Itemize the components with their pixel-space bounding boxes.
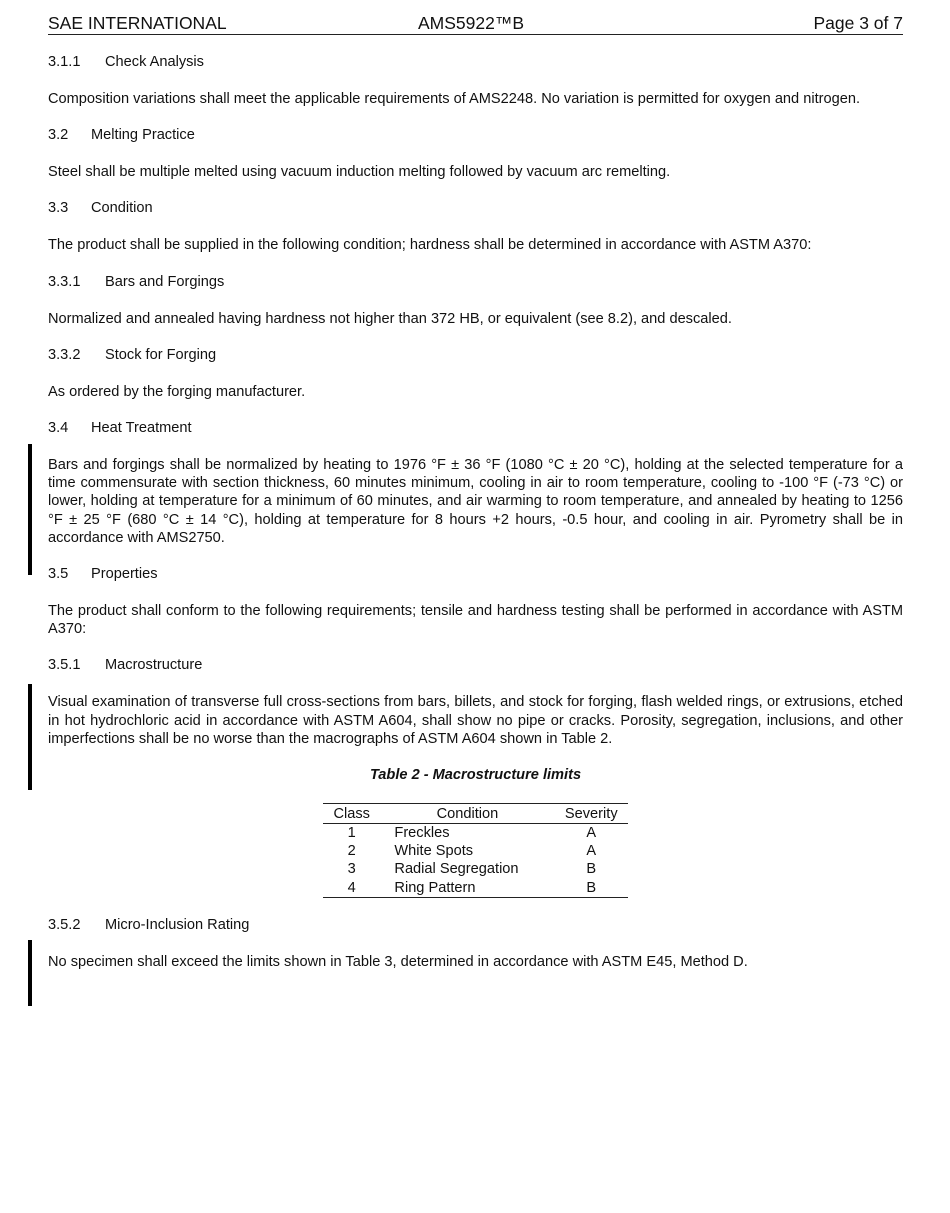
table-row [323,879,628,898]
cell-severity: A [586,843,597,860]
cell-class: 3 [347,861,356,878]
section-heading [48,346,903,365]
page-header [48,12,903,35]
cell-class: 4 [347,879,356,896]
section-heading [48,126,903,145]
section-number: 3.3 [48,200,69,217]
header-organization: SAE INTERNATIONAL [48,13,227,33]
section-number: 3.5.2 [48,916,81,933]
table-header-row [323,804,628,824]
cell-condition: Freckles [394,825,450,842]
cell-condition: Radial Segregation [394,861,519,878]
section-title: Melting Practice [91,127,195,144]
section-text: No specimen shall exceed the limits shown in Table 3, determined in accordance with ASTM E45, Method D. [48,953,748,970]
cell-severity: B [586,861,597,878]
macrostructure-table [323,803,628,898]
cell-severity: A [586,825,597,842]
table-row [323,824,628,843]
cell-severity: B [586,879,597,896]
header-page-number: Page 3 of 7 [813,13,903,33]
table-row [323,860,628,878]
section-text: Steel shall be multiple melted using vacuum induction melting followed by vacuum arc remelting. [48,164,671,181]
section-text: As ordered by the forging manufacturer. [48,383,306,400]
section-number: 3.1.1 [48,54,81,70]
section-text: Visual examination of transverse full cross-sections from bars, billets, and stock for forging, flash welded rings, or extrusions, etched in hot hydrochloric acid in accordance with ASTM A604, shall show no pipe or cracks. Porosity, segregation, inclusions, and other imperfections shall be no worse than the macrographs of ASTM A604 shown in Table 2. [48,694,903,747]
section-heading [48,565,903,584]
section-text: The product shall be supplied in the following condition; hardness shall be determined in accordance with ASTM A370: [48,237,812,254]
section-number: 3.3.2 [48,346,81,363]
cell-class: 1 [347,825,356,842]
section-heading [48,419,903,438]
section-text: Normalized and annealed having hardness not higher than 372 HB, or equivalent (see 8.2), and descaled. [48,310,732,327]
section-title: Heat Treatment [91,420,192,437]
document-body [48,53,903,989]
column-header-severity: Severity [555,804,628,824]
header-document-number: AMS5922™B [418,13,525,33]
section-text: Bars and forgings shall be normalized by heating to 1976 °F ± 36 °F (1080 °C ± 20 °C), holding at the selected temperature for a time commensurate with section thickness, 60 minutes minimum, cooling in air to room temperature, cooling to -100 °F (-73 °C) or lower, holding at temperature for a minimum of 60 minutes, and air warming to room temperature, and annealed by heating to 1256 °F ± 25 °F (680 °C ± 14 °C), holding at temperature for 8 hours +2 hours, -0.5 hour, and cooling in air. Pyrometry shall be in accordance with AMS2750. [48,457,903,546]
cell-class: 2 [347,843,356,860]
section-title: Macrostructure [105,657,203,674]
section-number: 3.2 [48,127,69,144]
revision-change-bar [28,444,32,575]
section-number: 3.5 [48,566,69,583]
section-number: 3.5.1 [48,657,81,674]
section-heading [48,273,903,292]
section-heading [48,656,903,675]
section-number: 3.3.1 [48,273,81,290]
column-header-condition: Condition [380,804,554,824]
section-title: Properties [91,566,158,583]
column-header-class: Class [323,804,380,824]
section-heading [48,199,903,218]
revision-change-bar [28,940,32,1006]
section-text: Composition variations shall meet the applicable requirements of AMS2248. No variation is permitted for oxygen and nitrogen. [48,91,861,107]
section-heading [48,53,903,72]
section-text: The product shall conform to the following requirements; tensile and hardness testing shall be performed in accordance with ASTM A370: [48,603,903,638]
section-heading [48,916,903,935]
section-title: Micro-Inclusion Rating [105,916,250,933]
section-title: Condition [91,200,153,217]
table-row [323,842,628,860]
section-number: 3.4 [48,420,69,437]
table-caption: Table 2 - Macrostructure limits [369,767,582,784]
section-title: Check Analysis [105,54,204,70]
revision-change-bar [28,684,32,790]
cell-condition: Ring Pattern [394,879,476,896]
section-title: Stock for Forging [105,346,217,363]
section-title: Bars and Forgings [105,273,225,290]
cell-condition: White Spots [394,843,474,860]
